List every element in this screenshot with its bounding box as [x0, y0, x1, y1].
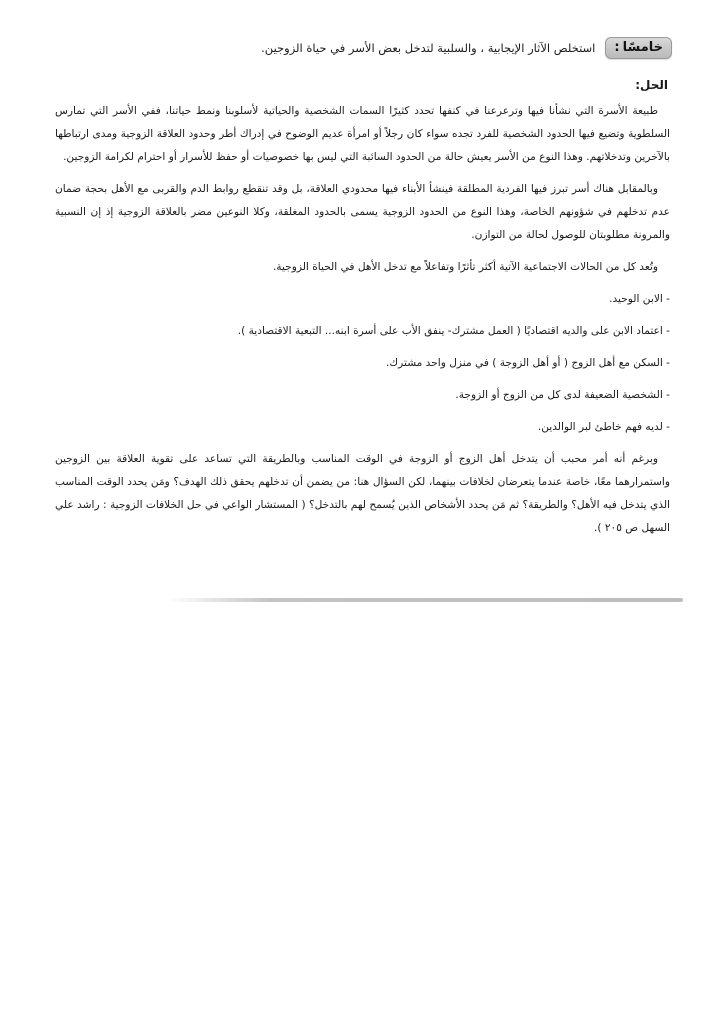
- section-badge-label: خامسًا: [622, 40, 663, 55]
- answer-paragraph-2: وبالمقابل هناك أسر تبرز فيها الفردية المطلقة فينشأ الأبناء فيها محدودي العلاقة، بل وقد تنقطع روابط الدم والقربى مع الأهل بحجة ضمان عدم تدخلهم في شؤونهم الخاصة، وهذا النوع من الحدود الزوجية يسمى بالحدود المغلقة، وكلا النوعين مضر بالعلاقة الزوجية إذ إن النسبية والمرونة مطلوبتان للوصول لحالة من التوازن.: [55, 183, 670, 241]
- section-badge: [605, 37, 672, 59]
- question-text: استخلص الآثار الإيجابية ، والسلبية لتدخل بعض الأسر في حياة الزوجين.: [261, 41, 596, 55]
- section-badge-colon: :: [614, 40, 620, 55]
- list-item: - الابن الوحيد.: [609, 293, 670, 305]
- list-item: - لديه فهم خاطئ لبر الوالدين.: [537, 421, 670, 433]
- answer-body: [55, 100, 670, 540]
- answer-paragraph-3: وتُعد كل من الحالات الاجتماعية الآتية أكثر تأثرًا وتفاعلاً مع تدخل الأهل في الحياة الزوجية.: [272, 261, 658, 273]
- list-item: - اعتماد الابن على والديه اقتصاديًا ( العمل مشترك- ينفق الأب على أسرة ابنه... التبعية الاقتصادية ).: [237, 325, 670, 337]
- question-header: [60, 33, 672, 63]
- list-item: - الشخصية الضعيفة لدى كل من الزوج أو الزوجة.: [455, 389, 670, 401]
- bottom-divider: [168, 598, 683, 602]
- solution-label: الحل:: [635, 78, 668, 92]
- social-cases-list: [55, 288, 670, 439]
- answer-conclusion: وبرغم أنه أمر محبب أن يتدخل أهل الزوج أو الزوجة في الوقت المناسب وبالطريقة التي تساعد على تقوية العلاقة بين الزوجين واستمرارهما معًا، خاصة عندما يتعرضان لخلافات بينهما، لكن السؤال هنا: من يضمن أن تدخلهم يحقق ذلك الهدف؟ ومَن يحدد الوقت المناسب الذي يتدخل فيه الأهل؟ والطريقة؟ ثم مَن يحدد الأشخاص الذين يُسمح لهم بالتدخل؟ ( المستشار الواعي في حل الخلافات الزوجية : راشد علي السهل ص ٢٠٥ ).: [55, 453, 670, 534]
- answer-paragraph-1: طبيعة الأسرة التي نشأنا فيها وترعرعنا في كنفها تحدد كثيرًا السمات الشخصية والحياتية لأسلوبنا ونمط حياتنا، ففي الأسر التي تمارس السلطوية وتضيع فيها الحدود الشخصية للفرد تجده سواء كان رجلاً أو امرأة عديم الوضوح في إدراك أطر وحدود العلاقة الزوجية ومدى ارتباطها بالآخرين وتدخلاتهم. وهذا النوع من الأسر يعيش حالة من الحدود السائبة التي ليس بها خصوصيات أو حفظ للأسرار أو احترام لكرامة الزوجين.: [55, 105, 670, 163]
- list-item: - السكن مع أهل الزوج ( أو أهل الزوجة ) في منزل واحد مشترك.: [386, 357, 670, 369]
